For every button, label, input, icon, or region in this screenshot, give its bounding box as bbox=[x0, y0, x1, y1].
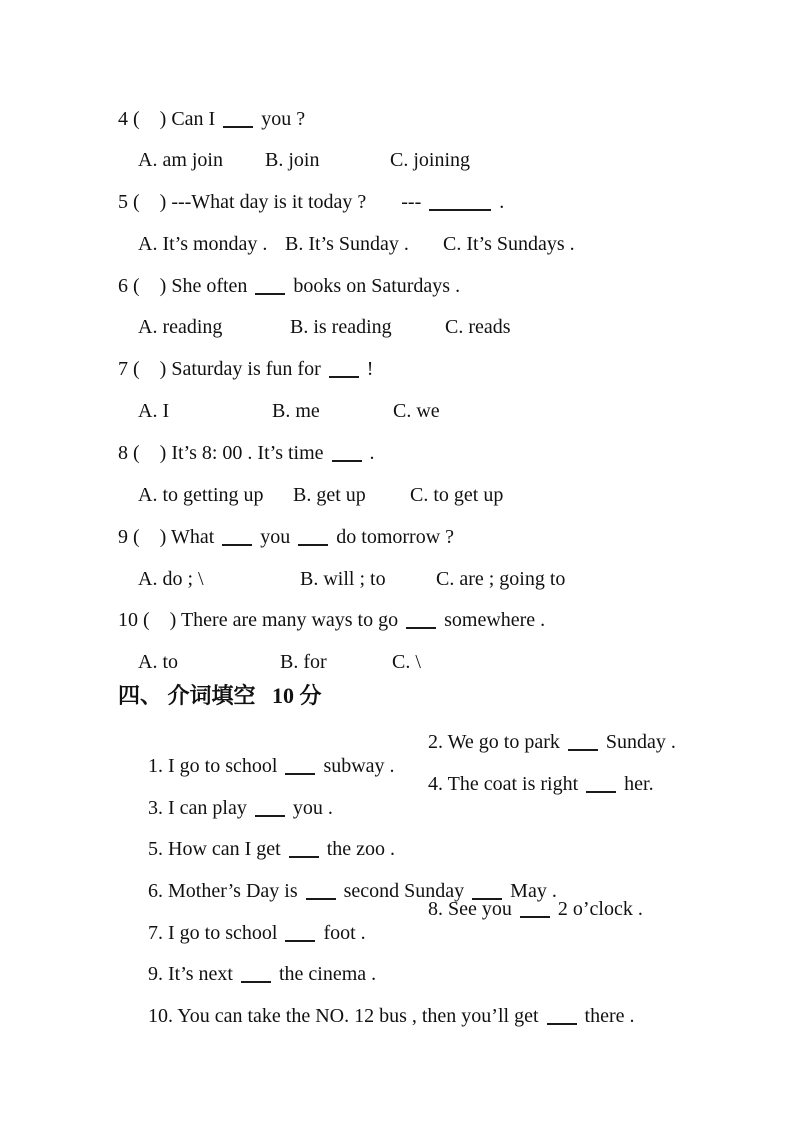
mcq-q7-option-b: B. me bbox=[272, 400, 320, 422]
mcq-q4-option-a: A. am join bbox=[138, 149, 223, 171]
mcq-q9-line bbox=[118, 525, 778, 549]
prep-q9-text-1: 9. It’s next bbox=[148, 963, 233, 985]
mcq-q4-line bbox=[118, 107, 778, 131]
prep-q8 bbox=[428, 897, 643, 921]
mcq-q8-option-b: B. get up bbox=[293, 484, 366, 506]
mcq-q9-option-a: A. do ; \ bbox=[138, 568, 204, 590]
mcq-q5-option-c: C. It’s Sundays . bbox=[443, 233, 575, 255]
mcq-q6-option-a: A. reading bbox=[138, 316, 223, 338]
prep-q1-text-1: 1. I go to school bbox=[148, 755, 278, 777]
mcq-q9-text-1: 9 ( ) What bbox=[118, 526, 215, 548]
prep-q6-text-3: May . bbox=[510, 880, 557, 902]
mcq-q4-text-1: 4 ( ) Can I bbox=[118, 108, 216, 130]
section4-title: 四、 介词填空 10 分 bbox=[118, 683, 322, 708]
mcq-q4-option-b: B. join bbox=[265, 149, 320, 171]
answer-blank bbox=[222, 527, 252, 546]
mcq-q5-option-b: B. It’s Sunday . bbox=[285, 233, 409, 255]
prep-q2-text-2: Sunday . bbox=[605, 731, 676, 753]
page-content bbox=[118, 0, 778, 1122]
prep-q8-text-2: 2 o’clock . bbox=[557, 898, 643, 920]
prep-q4-text-1: 4. The coat is right bbox=[428, 773, 579, 795]
mcq-q10-option-b: B. for bbox=[280, 651, 327, 673]
prep-q4 bbox=[428, 772, 654, 796]
answer-blank bbox=[520, 899, 550, 918]
prep-q2 bbox=[428, 730, 676, 754]
mcq-q9-option-c: C. are ; going to bbox=[436, 568, 566, 590]
mcq-q4-option-c: C. joining bbox=[390, 149, 471, 171]
prep-q1-text-2: subway . bbox=[323, 755, 395, 777]
prep-q10-text-1: 10. You can take the NO. 12 bus , then you’ll get bbox=[148, 1005, 539, 1027]
answer-blank bbox=[329, 359, 359, 378]
answer-blank bbox=[586, 774, 616, 793]
mcq-q6-line bbox=[118, 274, 778, 298]
mcq-q10-text-1: 10 ( ) There are many ways to go bbox=[118, 609, 399, 631]
answer-blank bbox=[429, 192, 491, 211]
mcq-q9-option-b: B. will ; to bbox=[300, 568, 386, 590]
prep-q8-text-1: 8. See you bbox=[428, 898, 512, 920]
mcq-q5-text-2: . bbox=[499, 191, 505, 213]
mcq-q8-line bbox=[118, 441, 778, 465]
mcq-q10-option-a: A. to bbox=[138, 651, 178, 673]
mcq-q7-text-2: ! bbox=[366, 358, 374, 380]
answer-blank bbox=[547, 1006, 577, 1025]
mcq-q7-option-a: A. I bbox=[138, 400, 170, 422]
mcq-q4-text-2: you ? bbox=[261, 108, 306, 130]
mcq-q10-option-c: C. \ bbox=[392, 651, 421, 673]
mcq-q6-option-b: B. is reading bbox=[290, 316, 392, 338]
prep-q7-text-2: foot . bbox=[323, 922, 366, 944]
prep-q5-text-2: the zoo . bbox=[326, 838, 396, 860]
section4-header bbox=[118, 684, 778, 708]
prep-q5-text-1: 5. How can I get bbox=[148, 838, 281, 860]
answer-blank bbox=[255, 276, 285, 295]
mcq-q9-text-3: do tomorrow ? bbox=[336, 526, 455, 548]
mcq-q10-line bbox=[118, 608, 778, 632]
mcq-q6-text-2: books on Saturdays . bbox=[293, 275, 461, 297]
prep-q10-text-2: there . bbox=[584, 1005, 635, 1027]
prep-q6-text-1: 6. Mother’s Day is bbox=[148, 880, 298, 902]
prep-q4-text-2: her. bbox=[624, 773, 654, 795]
answer-blank bbox=[332, 443, 362, 462]
mcq-q6-text-1: 6 ( ) She often bbox=[118, 275, 248, 297]
prep-q2-text-1: 2. We go to park bbox=[428, 731, 560, 753]
mcq-q7-text-1: 7 ( ) Saturday is fun for bbox=[118, 358, 321, 380]
prep-q3-text-2: you . bbox=[292, 797, 333, 819]
mcq-q5-option-a: A. It’s monday . bbox=[138, 233, 268, 255]
answer-blank bbox=[568, 732, 598, 751]
mcq-q7-option-c: C. we bbox=[393, 400, 440, 422]
mcq-q8-text-1: 8 ( ) It’s 8: 00 . It’s time bbox=[118, 442, 324, 464]
mcq-q5-text-1: 5 ( ) ---What day is it today ? --- bbox=[118, 191, 422, 213]
mcq-q8-option-a: A. to getting up bbox=[138, 484, 264, 506]
prep-q9-text-2: the cinema . bbox=[279, 963, 377, 985]
mcq-q7-line bbox=[118, 357, 778, 381]
prep-row-7 bbox=[118, 980, 778, 1052]
answer-blank bbox=[223, 109, 253, 128]
mcq-q10-text-2: somewhere . bbox=[444, 609, 546, 631]
prep-q10 bbox=[148, 1005, 635, 1027]
answer-blank bbox=[406, 610, 436, 629]
prep-q3-text-1: 3. I can play bbox=[148, 797, 247, 819]
prep-q7-text-1: 7. I go to school bbox=[148, 922, 278, 944]
answer-blank bbox=[298, 527, 328, 546]
mcq-q9-text-2: you bbox=[260, 526, 291, 548]
mcq-q6-option-c: C. reads bbox=[445, 316, 511, 338]
mcq-q8-text-2: . bbox=[369, 442, 375, 464]
prep-q6-text-2: second Sunday bbox=[343, 880, 465, 902]
mcq-q5-line bbox=[118, 190, 778, 214]
mcq-q8-option-c: C. to get up bbox=[410, 484, 504, 506]
